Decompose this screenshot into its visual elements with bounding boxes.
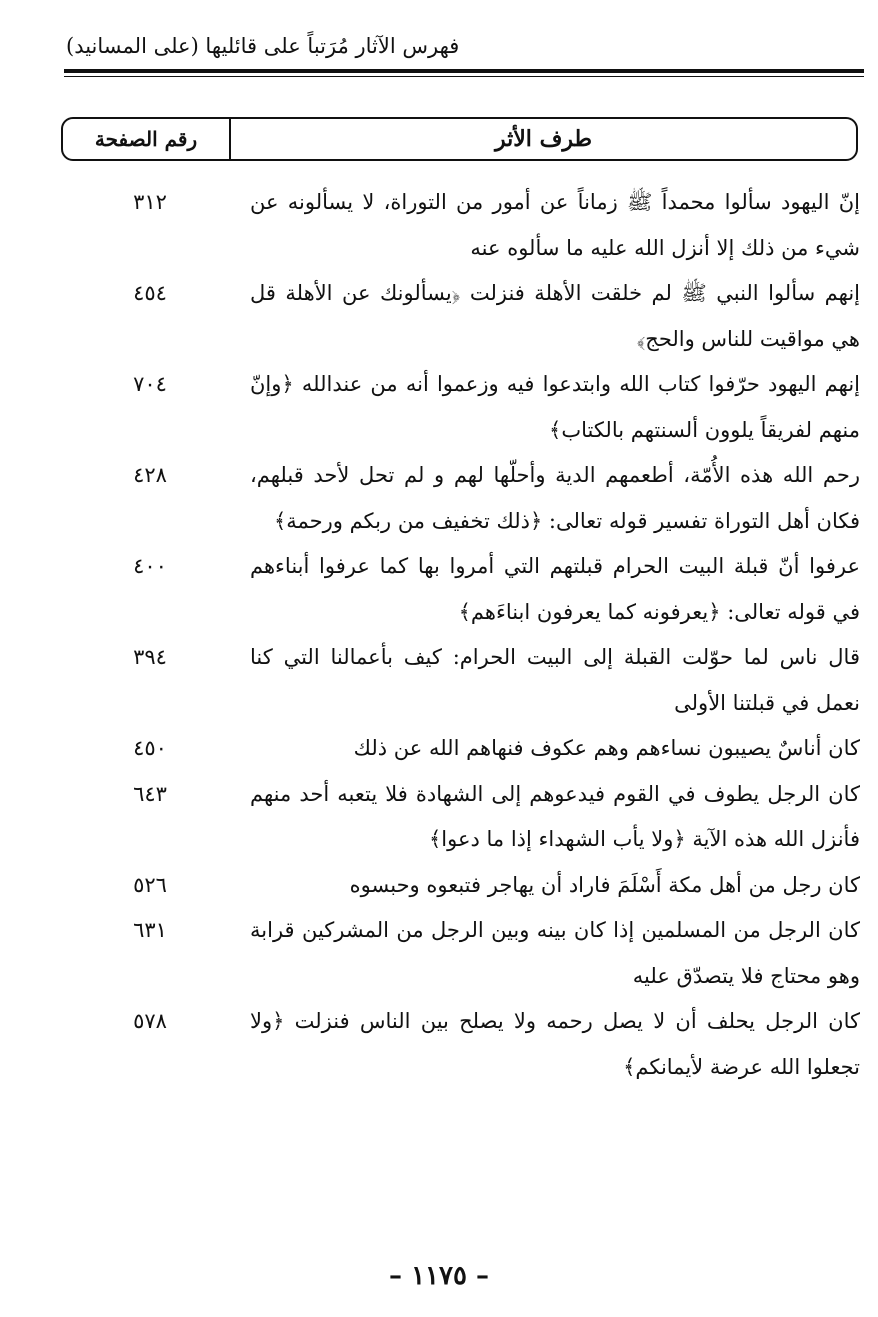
entry-text: كان الرجل يحلف أن لا يصل رحمه ولا يصلح بين الناس فنزلت ﴿ولا تجعلوا الله عرضة لأيمانكم﴾ [250, 1009, 860, 1079]
entry-page-number: ٣١٢ [133, 190, 167, 214]
entry-page-number: ٤٥٠ [133, 736, 167, 760]
entry-row [60, 726, 860, 772]
entry-row [60, 271, 860, 362]
entry-text: إنهم سألوا النبي ﷺ لم خلقت الأهلة فنزلت ﴿يسألونك عن الأهلة قل هي مواقيت للناس والحج﴾ [250, 281, 860, 351]
entry-row [60, 863, 860, 909]
entry-row [60, 999, 860, 1090]
entry-text: عرفوا أنّ قبلة البيت الحرام قبلتهم التي أمروا بها كما عرفوا أبناءهم في قوله تعالى: ﴿يعرفونه كما يعرفون ابناءَهم﴾ [250, 554, 860, 624]
entry-page-number: ٦٤٣ [133, 781, 167, 806]
entry-page-number: ٥٧٨ [133, 1009, 167, 1033]
entry-text: قال ناس لما حوّلت القبلة إلى البيت الحرام: كيف بأعمالنا التي كنا نعمل في قبلتنا الأولى [250, 645, 860, 715]
entry-text: رحم الله هذه الأُمّة، أطعمهم الدية وأحلّها لهم و لم تحل لأحد قبلهم، فكان أهل التوراة تفسير قوله تعالى: ﴿ذلك تخفيف من ربكم ورحمة﴾ [250, 463, 860, 533]
entry-row [60, 362, 860, 453]
entry-page-number: ٤٠٠ [133, 554, 167, 578]
header-rule-thin [64, 76, 864, 77]
header-rule [64, 69, 864, 73]
entry-page-number: ٤٢٨ [133, 463, 167, 487]
running-header-title: فهرس الآثار مُرَتباً على قائليها (على المسانيد) [66, 34, 460, 58]
column-header-page: رقم الصفحة [63, 119, 231, 159]
entries-list [60, 180, 860, 1090]
entry-row [60, 453, 860, 544]
entry-text: إنهم اليهود حرّفوا كتاب الله وابتدعوا فيه وزعموا أنه من عندالله ﴿وإنّ منهم لفريقاً يلوون ألسنتهم بالكتاب﴾ [250, 372, 860, 442]
entry-row [60, 772, 860, 863]
entry-row [60, 908, 860, 999]
entry-row [60, 180, 860, 271]
entry-page-number: ٣٩٤ [133, 645, 167, 669]
entry-text: كان الرجل من المسلمين إذا كان بينه وبين الرجل من المشركين قرابة وهو محتاج فلا يتصدّق عليه [250, 918, 860, 988]
entry-page-number: ٧٠٤ [133, 372, 167, 396]
entry-row [60, 544, 860, 635]
page-number: – ١١٧٥ – [389, 1261, 489, 1291]
entry-page-number: ٥٢٦ [133, 872, 167, 897]
entry-page-number: ٤٥٤ [133, 281, 167, 305]
entry-row [60, 635, 860, 726]
entry-page-number: ٦٣١ [133, 918, 167, 942]
entry-text: إنّ اليهود سألوا محمداً ﷺ زماناً عن أمور من التوراة، لا يسألونه عن شيء من ذلك إلا أنزل الله عليه ما سألوه عنه [250, 190, 860, 260]
column-header-athar: طرف الأثر [494, 126, 593, 152]
table-header [61, 117, 858, 161]
entry-text: كان رجل من أهل مكة أَسْلَمَ فاراد أن يهاجر فتبعوه وحبسوه [349, 872, 860, 897]
entry-text: كان الرجل يطوف في القوم فيدعوهم إلى الشهادة فلا يتعبه أحد منهم فأنزل الله هذه الآية ﴿ولا يأب الشهداء إذا ما دعوا﴾ [250, 781, 860, 851]
entry-text: كان أناسٌ يصيبون نساءهم وهم عكوف فنهاهم الله عن ذلك [353, 736, 860, 760]
